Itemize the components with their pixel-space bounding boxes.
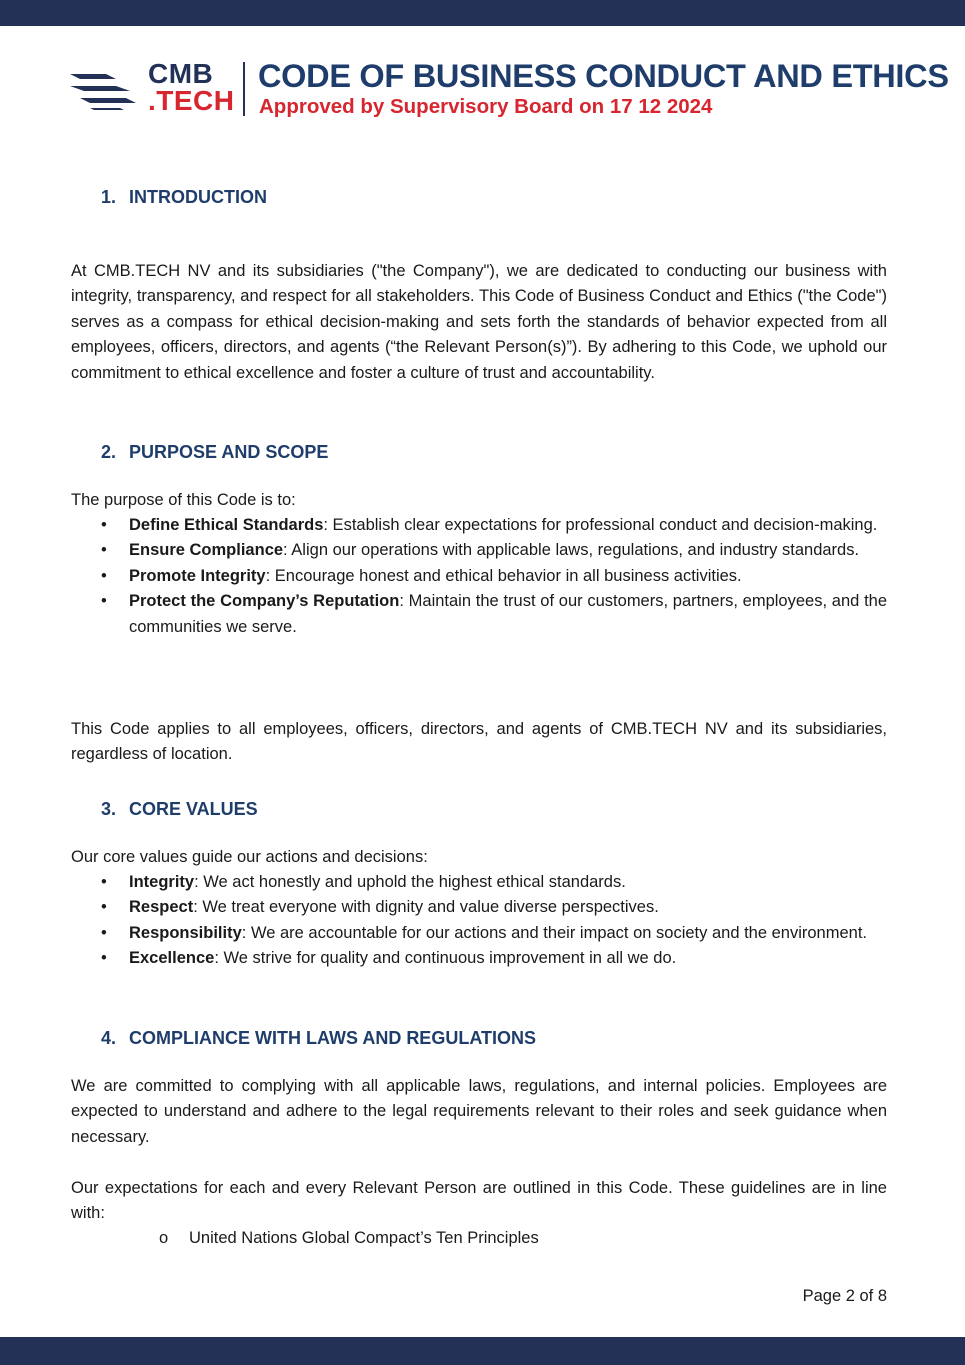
list-item: • Integrity: We act honestly and uphold the highest ethical standards. <box>101 873 626 891</box>
section-heading-core-values <box>101 799 258 820</box>
list-item: • Protect the Company’s Reputation: Maintain the trust of our customers, partners, employees, and the communities we serve. <box>101 592 887 636</box>
bottom-banner <box>0 1337 965 1365</box>
section-title: CORE VALUES <box>129 799 258 819</box>
section-number: 4. <box>101 1028 117 1048</box>
purpose-list <box>71 513 887 640</box>
header-divider <box>243 62 245 116</box>
compliance-paragraph-1: We are committed to complying with all applicable laws, regulations, and internal policies. Employees are expected to understand and adhere to the legal requirements relevant to their roles and seek guidance when necessary. <box>71 1077 887 1146</box>
scope-paragraph: This Code applies to all employees, officers, directors, and agents of CMB.TECH NV and its subsidiaries, regardless of location. <box>71 720 887 764</box>
section-number: 1. <box>101 187 117 207</box>
section-heading-compliance <box>101 1028 536 1049</box>
section-number: 2. <box>101 442 117 462</box>
logo-line-1: CMB <box>148 58 214 89</box>
cmb-tech-logo-icon <box>70 70 136 110</box>
purpose-intro: The purpose of this Code is to: <box>71 491 296 509</box>
page-number: Page 2 of 8 <box>802 1287 887 1305</box>
list-item: • Define Ethical Standards: Establish clear expectations for professional conduct and decision-making. <box>101 516 878 534</box>
section-number: 3. <box>101 799 117 819</box>
sub-list-item: o United Nations Global Compact’s Ten Principles <box>159 1229 539 1247</box>
section-heading-introduction <box>101 187 267 208</box>
section-title: INTRODUCTION <box>129 187 267 207</box>
logo-line-2: .TECH <box>148 85 235 116</box>
top-banner <box>0 0 965 26</box>
document-header <box>70 58 950 120</box>
document-subtitle: Approved by Supervisory Board on 17 12 2024 <box>259 95 713 118</box>
document-title: CODE OF BUSINESS CONDUCT AND ETHICS <box>258 58 949 94</box>
core-values-intro: Our core values guide our actions and decisions: <box>71 848 428 866</box>
section-title: PURPOSE AND SCOPE <box>129 442 329 462</box>
list-item: • Respect: We treat everyone with dignity and value diverse perspectives. <box>101 898 659 917</box>
section-heading-purpose-and-scope <box>101 442 328 463</box>
list-item: • Promote Integrity: Encourage honest and ethical behavior in all business activities. <box>101 566 742 585</box>
introduction-paragraph: At CMB.TECH NV and its subsidiaries ("the Company"), we are dedicated to conducting our business with integrity, transparency, and respect for all stakeholders. This Code of Business Conduct and Ethics ("the Code") serves as a compass for ethical decision-making and sets forth the standards of behavior expected from all employees, officers, directors, and agents (“the Relevant Person(s)”). By adhering to this Code, we uphold our commitment to ethical excellence and foster a culture of trust and accountability. <box>71 262 887 382</box>
compliance-paragraph-2: Our expectations for each and every Relevant Person are outlined in this Code. These guidelines are in line with: <box>71 1179 887 1223</box>
logo-wordmark <box>148 60 235 114</box>
list-item: • Responsibility: We are accountable for our actions and their impact on society and the environment. <box>101 923 867 942</box>
section-title: COMPLIANCE WITH LAWS AND REGULATIONS <box>129 1028 536 1048</box>
core-values-list <box>71 870 887 972</box>
list-item: • Excellence: We strive for quality and continuous improvement in all we do. <box>101 949 677 968</box>
list-item: • Ensure Compliance: Align our operations with applicable laws, regulations, and industry standards. <box>101 541 860 560</box>
